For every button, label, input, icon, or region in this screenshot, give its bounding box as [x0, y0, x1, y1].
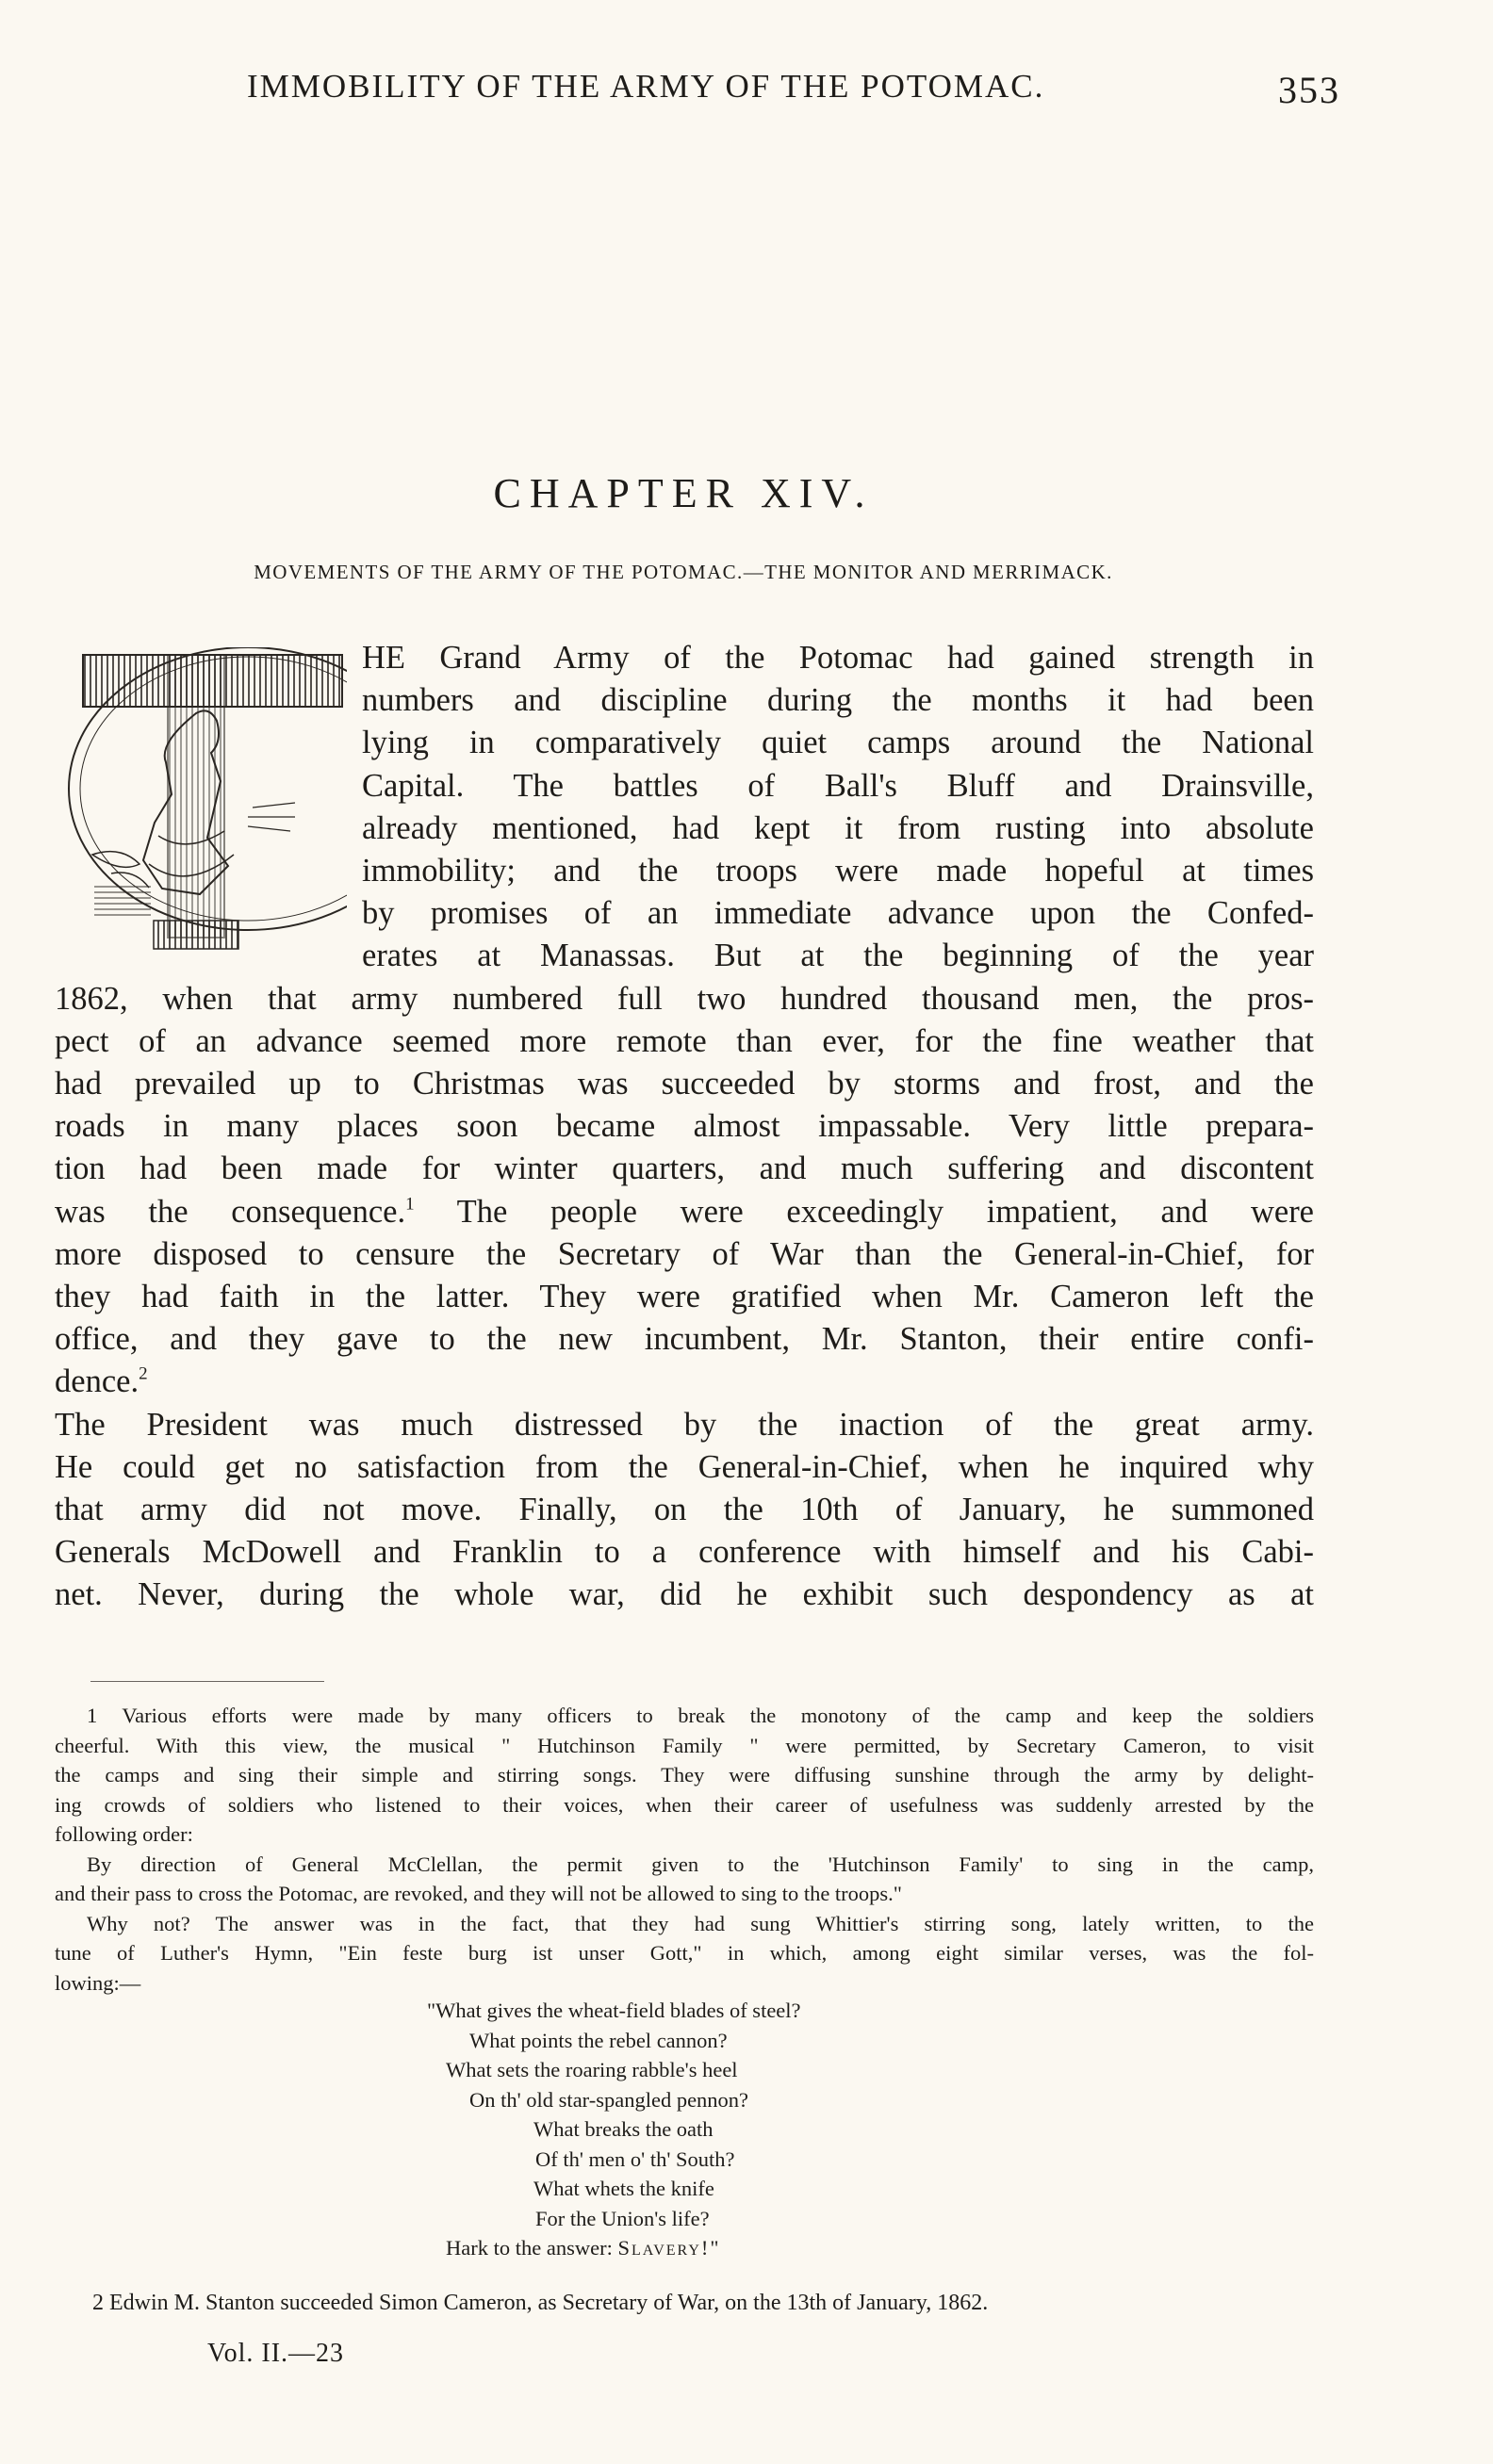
footnote-line: ing crowds of soldiers who listened to their voices, when their career of usefulness was suddenly arrested by the: [55, 1792, 1314, 1817]
text-line: net. Never, during the whole war, did he exhibit such despondency as at: [55, 1576, 1314, 1613]
footnote-line: the camps and sing their simple and stirring songs. They were diffusing sunshine through the army by delight-: [55, 1763, 1314, 1787]
text-line: 1862, when that army numbered full two hundred thousand men, the pros-: [55, 980, 1314, 1017]
footnote-line: and their pass to cross the Potomac, are revoked, and they will not be allowed to sing to the troops.": [55, 1882, 902, 1905]
footnote-ref[interactable]: 1: [405, 1194, 415, 1215]
text-line: [55, 1361, 1314, 1403]
footnote-ref[interactable]: 2: [139, 1364, 148, 1385]
footnote-line: Why not? The answer was in the fact, that they had sung Whittier's stirring song, lately written, to the: [87, 1911, 1314, 1935]
text-line: already mentioned, had kept it from rusting into absolute: [362, 809, 1314, 846]
footnote-1: [55, 1701, 1314, 1998]
text-line: immobility; and the troops were made hopeful at times: [362, 853, 1314, 889]
text-line: they had faith in the latter. They were gratified when Mr. Cameron left the: [55, 1279, 1314, 1315]
verse-emphasis: Slavery!": [617, 2236, 721, 2260]
chapter-subtitle: MOVEMENTS OF THE ARMY OF THE POTOMAC.—THE MONITOR AND MERRIMACK.: [254, 561, 1113, 583]
text-line: tion had been made for winter quarters, and much suffering and discontent: [55, 1150, 1314, 1187]
verse-line: "What gives the wheat-field blades of steel?: [427, 1999, 801, 2022]
verse-line: On th' old star-spangled pennon?: [469, 2087, 749, 2112]
footnote-rule: [90, 1681, 324, 1682]
text-line: numbers and discipline during the months it had been: [362, 682, 1314, 719]
text-fragment: was the consequence.: [55, 1193, 406, 1230]
text-line: erates at Manassas. But at the beginning of the year: [362, 938, 1314, 974]
text-line: roads in many places soon became almost impassable. Very little prepara-: [55, 1108, 1314, 1145]
verse-line: What points the rebel cannon?: [469, 2028, 728, 2052]
footnote-2: 2 Edwin M. Stanton succeeded Simon Cameron, as Secretary of War, on the 13th of January, 1862.: [92, 2291, 989, 2315]
text-fragment: The people were exceedingly impatient, and were: [414, 1193, 1314, 1230]
text-line: He could get no satisfaction from the General-in-Chief, when he inquired why: [55, 1448, 1314, 1485]
volume-signature: Vol. II.—23: [207, 2339, 345, 2368]
text-line: office, and they gave to the new incumbent, Mr. Stanton, their entire confi-: [55, 1321, 1314, 1358]
verse-line: What whets the knife: [533, 2177, 714, 2200]
verse-line: What breaks the oath: [533, 2117, 714, 2141]
footnote-line: following order:: [55, 1822, 193, 1846]
verse-fragment: Hark to the answer:: [446, 2236, 618, 2260]
text-line: [55, 1191, 1314, 1233]
text-fragment: dence.: [55, 1363, 139, 1400]
page-number: 353: [1278, 69, 1340, 111]
footnote-line: 1 Various efforts were made by many officers to break the monotony of the camp and keep the soldiers: [87, 1704, 1314, 1727]
text-line: Generals McDowell and Franklin to a conference with himself and his Cabi-: [55, 1534, 1314, 1571]
text-line: that army did not move. Finally, on the 10th of January, he summoned: [55, 1492, 1314, 1528]
text-line: Capital. The battles of Ball's Bluff and Drainsville,: [362, 767, 1314, 804]
chapter-title: CHAPTER XIV.: [493, 470, 874, 516]
running-title: IMMOBILITY OF THE ARMY OF THE POTOMAC.: [247, 68, 1045, 105]
footnote-line: lowing:—: [55, 1970, 141, 1995]
text-line: The President was much distressed by the inaction of the great army.: [55, 1406, 1314, 1443]
verse-line: Of th' men o' th' South?: [535, 2146, 735, 2171]
footnote-line: By direction of General McClellan, the permit given to the 'Hutchinson Family' to sing in the camp,: [87, 1852, 1314, 1876]
footnote-line: tune of Luther's Hymn, "Ein feste burg ist unser Gott," in which, among eight similar verses, was the fol-: [55, 1941, 1314, 1965]
text-line: more disposed to censure the Secretary of War than the General-in-Chief, for: [55, 1235, 1314, 1272]
body-text: [55, 637, 1314, 1617]
text-line: had prevailed up to Christmas was succeeded by storms and frost, and the: [55, 1066, 1314, 1102]
text-line: pect of an advance seemed more remote than ever, for the fine weather that: [55, 1022, 1314, 1059]
verse-line: What sets the roaring rabble's heel: [446, 2058, 738, 2081]
verse: [55, 1996, 1314, 2263]
text-line: HE Grand Army of the Potomac had gained strength in: [362, 640, 1314, 676]
footnote-line: cheerful. With this view, the musical " Hutchinson Family " were permitted, by Secretary Cameron, to visit: [55, 1733, 1314, 1757]
text-line: lying in comparatively quiet camps around the National: [362, 725, 1314, 761]
text-line: by promises of an immediate advance upon the Confed-: [362, 895, 1314, 932]
verse-line: [55, 2233, 1314, 2263]
verse-line: For the Union's life?: [535, 2206, 710, 2230]
